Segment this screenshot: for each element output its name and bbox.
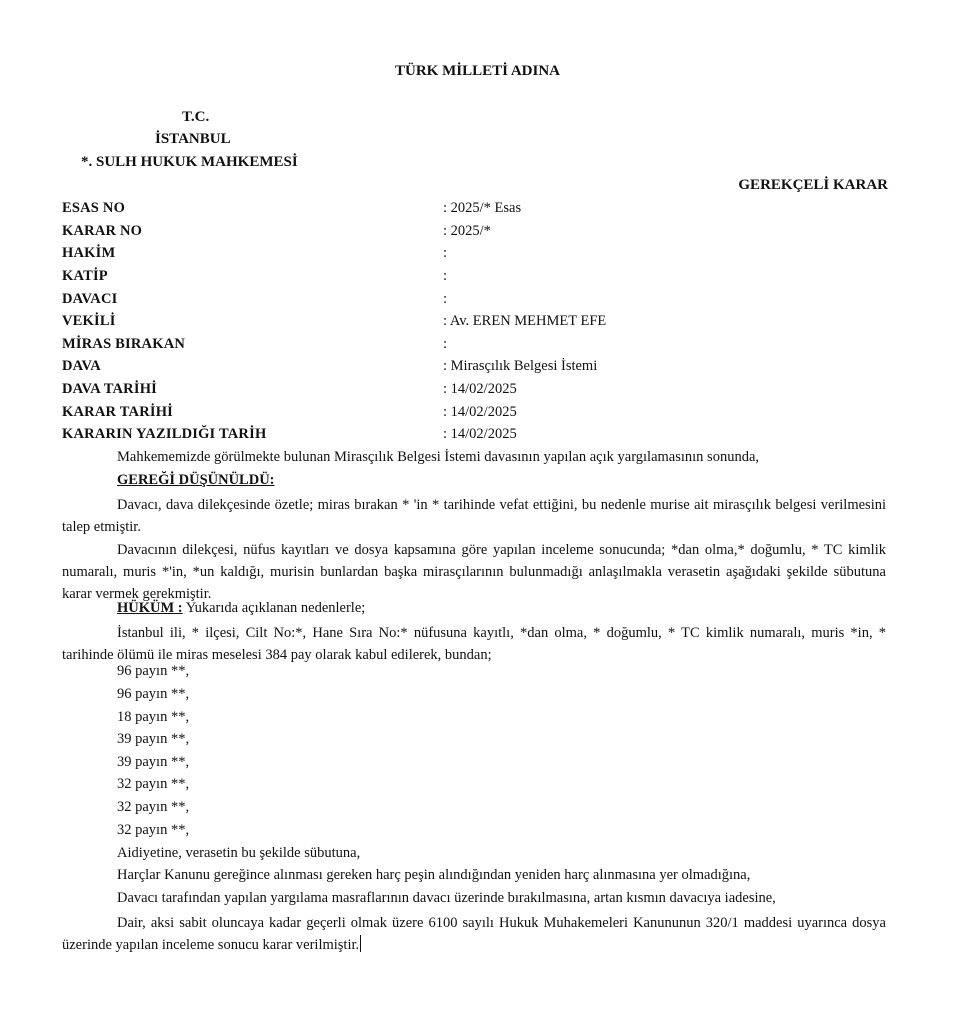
city-heading: İSTANBUL (155, 131, 231, 147)
field-label-dava: DAVA (62, 358, 101, 374)
field-label-dava-tarihi: DAVA TARİHİ (62, 381, 158, 397)
text-cursor (360, 935, 361, 952)
field-label-karar-tarihi: KARAR TARİHİ (62, 404, 174, 420)
document-type: GEREKÇELİ KARAR (738, 177, 888, 193)
field-label-hakim: HAKİM (62, 245, 116, 261)
field-label-vekili: VEKİLİ (62, 313, 116, 329)
share-item: 32 payın **, (117, 799, 190, 815)
closing-fees: Harçlar Kanunu gereğince alınması gereken harç peşin alındığından yeniden harç alınmasına yer olmadığına, (117, 867, 751, 883)
field-value-karar-tarihi: : 14/02/2025 (443, 404, 517, 420)
verdict-intro: Yukarıda açıklanan nedenlerle; (185, 600, 366, 616)
closing-final-paragraph[interactable] (62, 912, 886, 956)
share-item: 96 payın **, (117, 663, 190, 679)
nation-heading: TÜRK MİLLETİ ADINA (394, 63, 561, 79)
court-heading: *. SULH HUKUK MAHKEMESİ (81, 154, 298, 170)
field-value-esas-no: : 2025/* Esas (443, 200, 522, 216)
closing-final-text: Dair, aksi sabit oluncaya kadar geçerli olmak üzere 6100 sayılı Hukuk Muhakemeleri Kanununun 320/1 maddesi uyarınca dosya üzerinde yapılan inceleme sonucu karar verilmiştir. (62, 915, 886, 953)
claim-paragraph: Davacı, dava dilekçesinde özetle; miras bırakan * 'in * tarihinde vefat ettiğini, bu nedenle murise ait mirasçılık belgesi verilmesini talep etmiştir. (62, 497, 886, 535)
tc-heading: T.C. (182, 109, 210, 125)
field-value-dava: : Mirasçılık Belgesi İstemi (443, 358, 598, 374)
considered-heading: GEREĞİ DÜŞÜNÜLDÜ: (117, 472, 275, 488)
field-value-miras-birakan: : (443, 336, 448, 352)
examination-paragraph: Davacının dilekçesi, nüfus kayıtları ve dosya kapsamına göre yapılan inceleme sonucunda; *dan olma,* doğumlu, * TC kimlik numaralı, muris *'in, *un kaldığı, murisin bunlardan başka mirasçılarının bulunmadığı anlaşılmakla verasetin aşağıdaki şekilde sübutuna karar vermek gerekmiştir. (62, 542, 886, 602)
field-value-hakim: : (443, 245, 448, 261)
field-value-dava-tarihi: : 14/02/2025 (443, 381, 517, 397)
field-value-karar-no: : 2025/* (443, 223, 491, 239)
field-value-kararin-yazildigi-tarih: : 14/02/2025 (443, 426, 517, 442)
closing-ownership: Aidiyetine, verasetin bu şekilde sübutuna, (117, 845, 361, 861)
share-item: 39 payın **, (117, 754, 190, 770)
field-label-kararin-yazildigi-tarih: KARARIN YAZILDIĞI TARİH (62, 426, 267, 442)
verdict-heading: HÜKÜM : (117, 600, 183, 616)
field-label-karar-no: KARAR NO (62, 223, 143, 239)
share-item: 39 payın **, (117, 731, 190, 747)
share-item: 96 payın **, (117, 686, 190, 702)
share-item: 32 payın **, (117, 822, 190, 838)
field-label-katip: KATİP (62, 268, 108, 284)
share-item: 32 payın **, (117, 776, 190, 792)
estate-paragraph: İstanbul ili, * ilçesi, Cilt No:*, Hane Sıra No:* nüfusuna kayıtlı, *dan olma, * doğumlu, * TC kimlik numaralı, muris *in, * tarihinde ölümü ile miras meselesi 384 pay olarak kabul edilerek, bundan; (62, 625, 886, 663)
field-value-davaci: : (443, 291, 448, 307)
verdict-line (117, 600, 365, 617)
field-value-katip: : (443, 268, 448, 284)
field-label-davaci: DAVACI (62, 291, 118, 307)
share-item: 18 payın **, (117, 709, 190, 725)
closing-expenses: Davacı tarafından yapılan yargılama masraflarının davacı üzerinde bırakılmasına, artan kısmın davacıya iadesine, (117, 890, 776, 906)
intro-text: Mahkememizde görülmekte bulunan Mirasçılık Belgesi İstemi davasının yapılan açık yargılamasının sonunda, (117, 449, 760, 465)
field-value-vekili: : Av. EREN MEHMET EFE (443, 313, 607, 329)
field-label-miras-birakan: MİRAS BIRAKAN (62, 336, 186, 352)
field-label-esas-no: ESAS NO (62, 200, 126, 216)
